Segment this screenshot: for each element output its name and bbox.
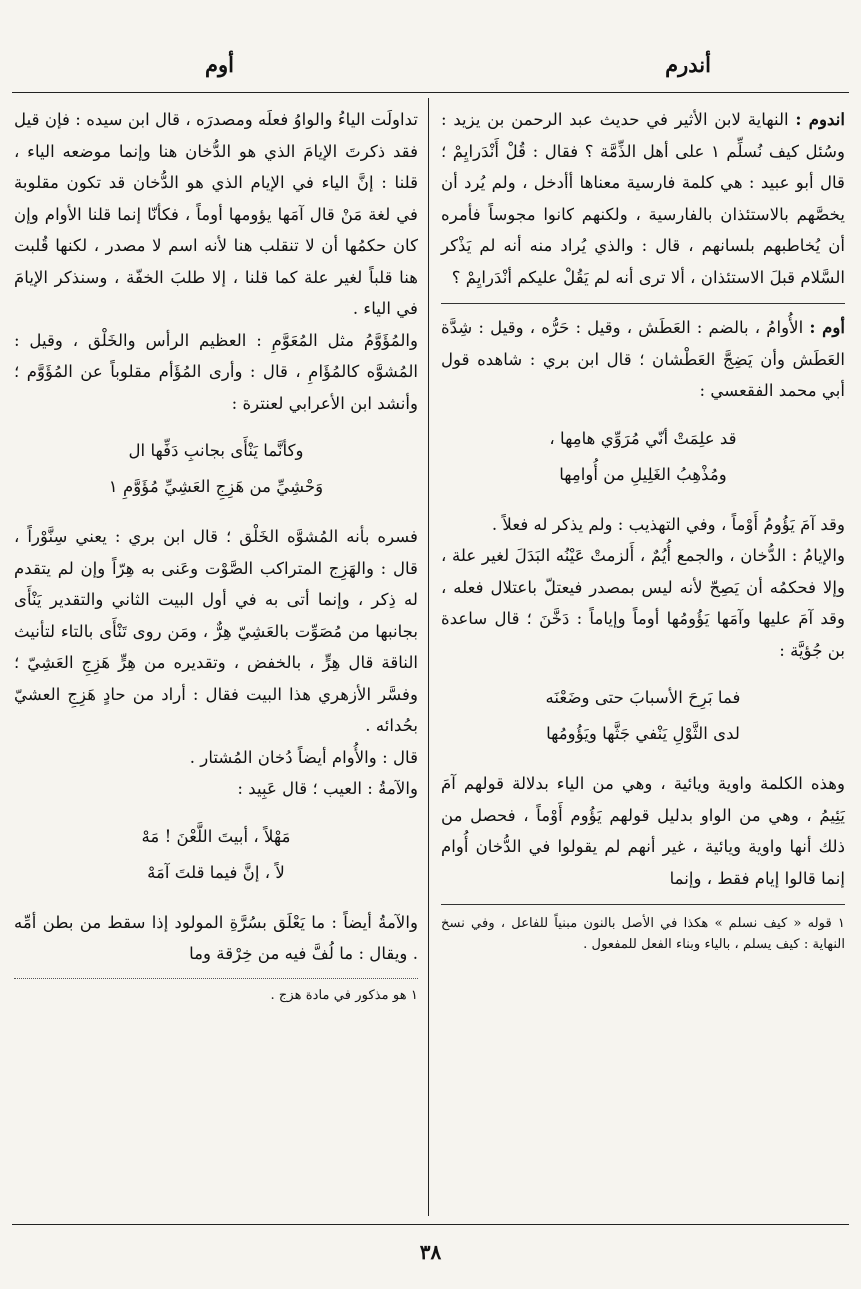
- running-header-right: أندرم: [665, 52, 711, 77]
- paragraph: وقد آمَ يَؤُومُ أَوْماً ، وفي التهذيب : ولم يذكر له فعلاً .: [491, 514, 845, 534]
- page-number: ٣٨: [419, 1240, 442, 1264]
- footnote: ١ هو مذكور في مادة هزج .: [270, 987, 418, 1003]
- verse-line: ومُذْهِبُ الغَلِيلِ من أُوامِها: [559, 464, 727, 484]
- footnote: ١ قوله « كيف نسلم » هكذا في الأصل بالنون مبنياً للفاعل ، وفي نسخ النهاية : كيف يسلم ، بالياء وبناء الفعل للمفعول .: [441, 916, 845, 952]
- footnote-separator: [441, 904, 845, 905]
- verse-line: لاً ، إنَّ فيما قلتَ آمَهْ: [147, 862, 285, 882]
- verse-block: [441, 421, 845, 493]
- verse-line: وكأنَّما يَنْأَى بجانبِ دَفِّها ال: [128, 441, 304, 460]
- paragraph: والآمةُ أيضاً : ما يَعْلَق بسُرَّةِ المولود إذا سقط من بطن أمِّه . ويقال : ما لُفَّ فيه من خِرْقة وما: [14, 912, 418, 963]
- entry-headword: اندوم :: [795, 109, 845, 129]
- footer-rule: [12, 1224, 849, 1225]
- entry-separator: [441, 303, 845, 304]
- entry-andaram: [441, 104, 845, 293]
- right-column: [441, 104, 845, 955]
- paragraph: تداولَت الياءُ والواوُ فعلَه ومصدرَه ، قال ابن سيده : فإن قيل فقد ذكرتَ الإيامَ الذي هو الدُّخان هنا وإنما موضعه الياء ، قلنا : إنَّ الياء في الإيام الذي هو الدُّخان قد تكون مقلوبة في لغة مَنْ قال آمَها يؤومها أوماً ، فكأنّا إنما قلنا الأوام وإن كان حكمُها أن لا تنقلب هنا لأنه اسم لا مصدر ، لكنها قُلبت هنا قلباً لغير علة كما قلنا ، إلا طلبَ الخفّة ، وسنذكر الإيامَ في الياء .: [14, 110, 418, 318]
- verse-block: [14, 819, 418, 891]
- footnote-separator: [14, 978, 418, 979]
- left-column: [14, 104, 418, 1006]
- entry-text: الأُوامُ ، بالضم : العَطَش ، وقيل : حَرُّه ، وقيل : شِدَّة العَطَش وأن يَضِجَّ العَطْشان ؛ قال ابن بري : شاهده قول أبي محمد الفقعسي :: [441, 318, 845, 400]
- paragraph: وهذه الكلمة واوية ويائية ، وهي من الياء بدلالة قولهم آمَ يَئِيمُ ، وهي من الواو بدليل قولهم يَؤُوم أَوْماً ، فحصل من ذلك أنها واوية ويائية ، غير أنهم لم يقولوا في الدُّخان أُوام إنما قالوا إيام فقط ، وإنما: [441, 774, 845, 888]
- entry-headword: أوم :: [809, 317, 845, 337]
- entry-text: النهاية لابن الأثير في حديث عبد الرحمن بن يزيد : وسُئل كيف نُسلِّم ١ على أهل الذِّمَّة ؟ فقال : قُلْ أَنْدَرايِمْ ؛ قال أبو عبيد : هي كلمة فارسية معناها أأدخل ، ولم يُرد أن يخصَّهم بالاستئذان بالفارسية ، ولكنهم كانوا مجوساً فأمره أن يُخاطبهم بلسانهم ، قال : والذي يُراد منه أنه لم يَذْكر السَّلام قبلَ الاستئذان ، ألا ترى أنه لم يَقُلْ عليكم أنْدَرايِمْ ؟: [441, 110, 846, 287]
- entry-awm: [441, 312, 845, 407]
- paragraph: والمُؤَوَّمُ مثل المُعَوَّمِ : العظيم الرأس والخَلْق ، وقيل : المُشوَّه كالمُؤَامِ ، قال : وأرى المُؤَأم مقلوباً عن المُؤَوَّم ؛ وأنشد ابن الأعرابي لعنترة :: [14, 330, 418, 413]
- verse-line: وَحْشِيِّ من هَزِجِ العَشِيِّ مُؤَوَّمِ ١: [108, 477, 324, 496]
- paragraph: فسره بأنه المُشوَّه الخَلْق ؛ قال ابن بري : يعني سِنَّوْراً ، قال : والهَزِج المتراكب الصَّوْت وعَنى به هِرّاً وإن لم يتقدم له ذِكر ، وإنما أتى به في أول البيت الثاني والتقدير يَنْأَى بجانبها من مُصَوِّت بالعَشِيّ هِرٌّ ، ومَن روى تَنْأَى بالتاء لتأنيث الناقة قال هِرٍّ ، بالخفض ، وتقديره من هِرٍّ هَزِجِ العَشِيّ ؛ وفسَّر الأزهري هذا البيت فقال : أراد من حادٍ هَزِجِ العشيّ بحُدائه .: [14, 527, 418, 735]
- column-divider: [428, 98, 429, 1216]
- verse-block: [441, 680, 845, 752]
- header-rule: [12, 92, 849, 93]
- paragraph: والآمةُ : العيب ؛ قال عَبِيد :: [237, 779, 418, 798]
- verse-line: لدى الثَّوْلِ يَنْفي جَثَّها ويَؤُومُها: [546, 724, 740, 743]
- verse-block: [14, 433, 418, 505]
- verse-line: فما بَرِحَ الأسبابَ حتى وضَعْنَه: [545, 688, 741, 707]
- running-header-left: أوم: [205, 52, 234, 77]
- paragraph: والإيامُ : الدُّخان ، والجمع أُيُمٌ ، أَلزمتْ عَيْنُه البَدَلَ لغير علة ، وإلا فحكمُه أن يَصِحّ لأنه ليس بمصدر فيعتلّ باعتلال فعله ، وقد آمَ عليها وآمَها يَؤُومُها أوماً وإياماً : دَخَّنَ ؛ قال ساعدة بن جُؤيَّة :: [441, 546, 845, 660]
- verse-line: قد علِمَتْ أنّي مُرَوِّي هامِها ،: [549, 428, 737, 448]
- paragraph: قال : والأُوام أيضاً دُخان المُشتار .: [189, 747, 418, 767]
- verse-line: مَهْلاً ، أبيتَ اللَّعْنَ ! مَهْ: [141, 826, 291, 846]
